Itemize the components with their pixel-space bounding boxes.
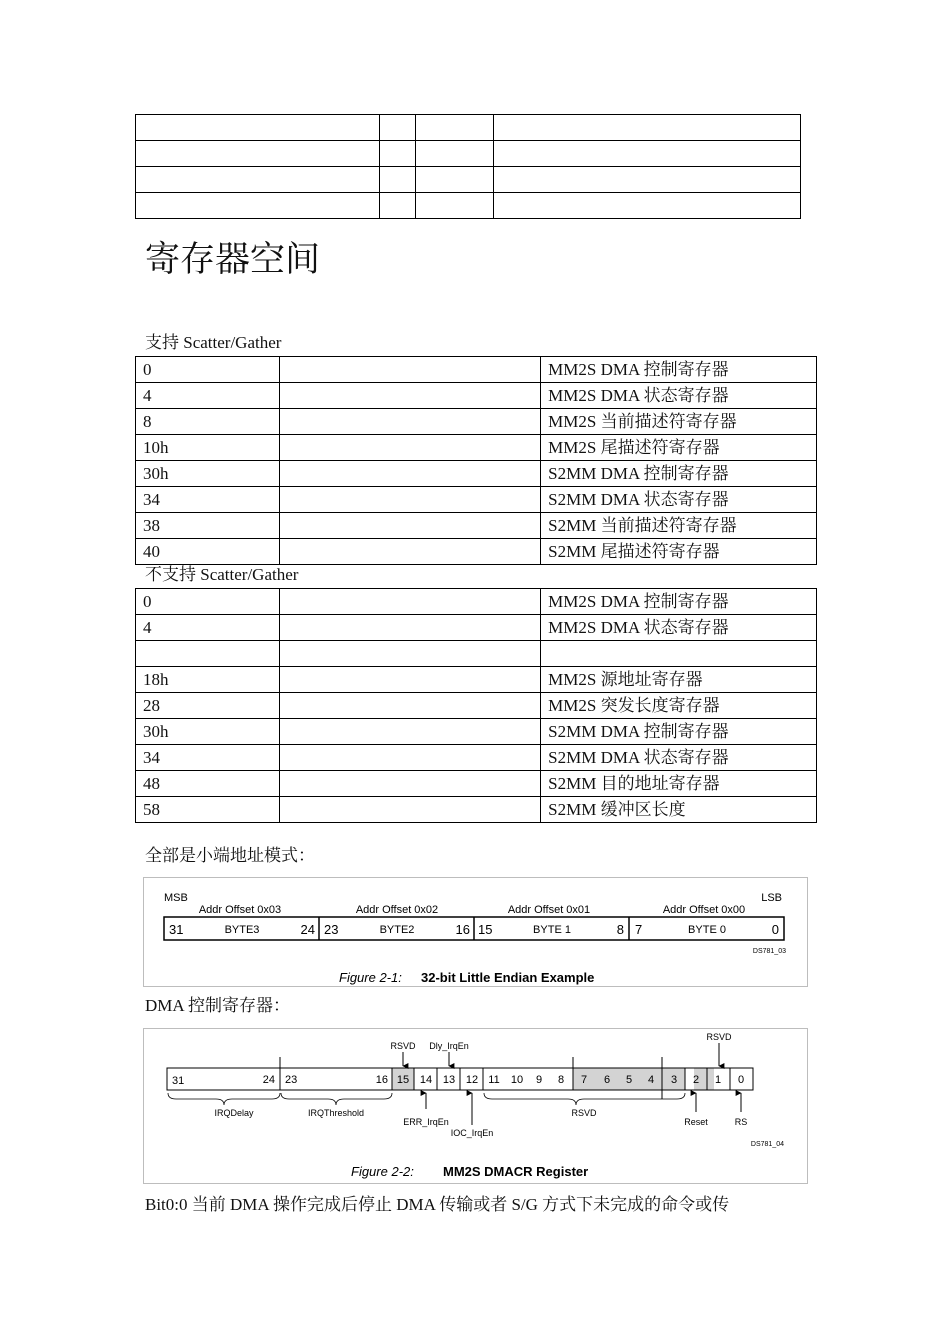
offset-cell: 8 bbox=[136, 409, 280, 435]
offset-cell: 30h bbox=[136, 461, 280, 487]
bit-number: 11 bbox=[488, 1074, 500, 1086]
empty-cell bbox=[279, 615, 540, 641]
table-row bbox=[136, 667, 817, 693]
offset-cell: 30h bbox=[136, 719, 280, 745]
empty-cell bbox=[279, 357, 540, 383]
table-row bbox=[136, 487, 817, 513]
bit-number: 12 bbox=[465, 1074, 479, 1086]
figure-code: DS781_04 bbox=[750, 1141, 784, 1148]
table-cell bbox=[379, 115, 415, 141]
field-brace bbox=[484, 1093, 685, 1105]
offset-cell: 4 bbox=[136, 383, 280, 409]
byte-name: BYTE2 bbox=[379, 924, 415, 936]
bit-number: 5 bbox=[625, 1074, 633, 1086]
bit-number: 16 bbox=[455, 922, 470, 937]
table-row bbox=[136, 693, 817, 719]
empty-cell bbox=[279, 589, 540, 615]
register-name-cell: MM2S 尾描述符寄存器 bbox=[541, 435, 817, 461]
register-name-cell: S2MM 目的地址寄存器 bbox=[541, 771, 817, 797]
figure-code: DS781_03 bbox=[752, 948, 786, 955]
section-heading: 寄存器空间 bbox=[145, 240, 321, 279]
table-row bbox=[136, 115, 801, 141]
bit-number: 15 bbox=[396, 1074, 410, 1086]
register-name-cell: S2MM DMA 控制寄存器 bbox=[541, 461, 817, 487]
table-row bbox=[136, 771, 817, 797]
empty-cell bbox=[279, 719, 540, 745]
offset-label: Addr Offset 0x00 bbox=[662, 904, 746, 916]
nosg-label: 不支持 Scatter/Gather bbox=[145, 565, 299, 584]
bit-number: 31 bbox=[172, 1075, 185, 1087]
table-cell bbox=[415, 115, 494, 141]
byte-name: BYTE3 bbox=[224, 924, 260, 936]
register-name-cell: MM2S DMA 状态寄存器 bbox=[541, 615, 817, 641]
register-name-cell: MM2S DMA 控制寄存器 bbox=[541, 589, 817, 615]
byte-name: BYTE 1 bbox=[533, 924, 571, 936]
table-row bbox=[136, 589, 817, 615]
lsb-label: LSB bbox=[761, 892, 782, 904]
bit-number: 1 bbox=[714, 1074, 722, 1086]
table-row bbox=[136, 383, 817, 409]
bit-number: 24 bbox=[300, 922, 315, 937]
register-name-cell: S2MM DMA 状态寄存器 bbox=[541, 487, 817, 513]
table-row bbox=[136, 435, 817, 461]
bit-number: 3 bbox=[670, 1074, 678, 1086]
bit-number: 6 bbox=[603, 1074, 611, 1086]
field-label: ERR_IrqEn bbox=[403, 1117, 449, 1127]
field-label: RSVD bbox=[706, 1032, 732, 1042]
offset-cell: 10h bbox=[136, 435, 280, 461]
msb-label: MSB bbox=[164, 892, 188, 904]
table-cell bbox=[379, 167, 415, 193]
table-row bbox=[136, 167, 801, 193]
table-row bbox=[136, 357, 817, 383]
table-row bbox=[136, 797, 817, 823]
bit-number: 0 bbox=[771, 922, 779, 937]
byte-name: BYTE 0 bbox=[688, 924, 726, 936]
offset-cell: 58 bbox=[136, 797, 280, 823]
bit-number: 0 bbox=[737, 1074, 745, 1086]
table-cell bbox=[379, 141, 415, 167]
field-label: RSVD bbox=[571, 1108, 597, 1118]
bit-number: 16 bbox=[375, 1074, 388, 1086]
empty-cell bbox=[279, 409, 540, 435]
field-label: IOC_IrqEn bbox=[450, 1128, 494, 1138]
table-row bbox=[136, 539, 817, 565]
table-row bbox=[136, 461, 817, 487]
offset-cell: 0 bbox=[136, 357, 280, 383]
empty-cell bbox=[279, 539, 540, 565]
empty-cell bbox=[279, 745, 540, 771]
register-name-cell: S2MM 缓冲区长度 bbox=[541, 797, 817, 823]
little-endian-figure bbox=[143, 877, 808, 987]
register-name-cell: MM2S DMA 控制寄存器 bbox=[541, 357, 817, 383]
bit-number: 31 bbox=[169, 922, 184, 937]
empty-cell bbox=[279, 693, 540, 719]
table-cell bbox=[415, 193, 494, 219]
table-cell bbox=[136, 193, 380, 219]
empty-cell bbox=[279, 797, 540, 823]
table-cell bbox=[136, 167, 380, 193]
offset-cell: 28 bbox=[136, 693, 280, 719]
dmacr-figure bbox=[143, 1028, 808, 1184]
register-name-cell: MM2S DMA 状态寄存器 bbox=[541, 383, 817, 409]
offset-cell: 0 bbox=[136, 589, 280, 615]
register-name-cell bbox=[541, 641, 817, 667]
bit-number: 4 bbox=[647, 1074, 655, 1086]
field-label: IRQDelay bbox=[214, 1108, 254, 1118]
table-cell bbox=[494, 167, 801, 193]
offset-cell: 4 bbox=[136, 615, 280, 641]
bit-number: 23 bbox=[285, 1074, 298, 1086]
table-cell bbox=[415, 167, 494, 193]
register-name-cell: S2MM 当前描述符寄存器 bbox=[541, 513, 817, 539]
table-cell bbox=[136, 141, 380, 167]
empty-cell bbox=[279, 487, 540, 513]
register-name-cell: S2MM DMA 状态寄存器 bbox=[541, 745, 817, 771]
offset-cell: 38 bbox=[136, 513, 280, 539]
dmacr-text: DMA 控制寄存器： bbox=[145, 996, 290, 1015]
table-cell bbox=[415, 141, 494, 167]
offset-label: Addr Offset 0x02 bbox=[355, 904, 439, 916]
sg-register-table bbox=[135, 356, 817, 565]
figure-caption-number: Figure 2-2: bbox=[351, 1164, 414, 1179]
bit-number: 2 bbox=[692, 1074, 700, 1086]
offset-label: Addr Offset 0x03 bbox=[198, 904, 282, 916]
endian-text: 全部是小端地址模式： bbox=[145, 846, 315, 865]
empty-cell bbox=[279, 667, 540, 693]
offset-cell: 40 bbox=[136, 539, 280, 565]
register-name-cell: S2MM 尾描述符寄存器 bbox=[541, 539, 817, 565]
bit-number: 7 bbox=[580, 1074, 588, 1086]
table-cell bbox=[494, 141, 801, 167]
nosg-register-table bbox=[135, 588, 817, 823]
table-row bbox=[136, 719, 817, 745]
register-name-cell: S2MM DMA 控制寄存器 bbox=[541, 719, 817, 745]
field-label: IRQThreshold bbox=[307, 1108, 365, 1118]
table-row bbox=[136, 745, 817, 771]
bit-number: 15 bbox=[478, 922, 493, 937]
table-row bbox=[136, 193, 801, 219]
table-row bbox=[136, 409, 817, 435]
field-brace bbox=[281, 1093, 392, 1105]
field-label: RS bbox=[734, 1117, 748, 1127]
table-row bbox=[136, 513, 817, 539]
bit-number: 14 bbox=[419, 1074, 433, 1086]
table-row bbox=[136, 141, 801, 167]
table-cell bbox=[494, 115, 801, 141]
empty-cell bbox=[279, 641, 540, 667]
dmacr-diagram bbox=[144, 1029, 807, 1183]
empty-cell bbox=[279, 513, 540, 539]
table-cell bbox=[136, 115, 380, 141]
register-name-cell: MM2S 源地址寄存器 bbox=[541, 667, 817, 693]
bit-number: 23 bbox=[324, 922, 339, 937]
field-label: Dly_IrqEn bbox=[429, 1041, 469, 1051]
little-endian-diagram bbox=[144, 878, 807, 986]
table-row bbox=[136, 641, 817, 667]
sg-label: 支持 Scatter/Gather bbox=[145, 333, 282, 352]
table-cell bbox=[379, 193, 415, 219]
register-name-cell: MM2S 突发长度寄存器 bbox=[541, 693, 817, 719]
figure-caption-title: 32-bit Little Endian Example bbox=[421, 970, 595, 985]
empty-cell bbox=[279, 435, 540, 461]
offset-cell: 34 bbox=[136, 487, 280, 513]
offset-cell: 18h bbox=[136, 667, 280, 693]
bit-number: 9 bbox=[535, 1074, 543, 1086]
table-cell bbox=[494, 193, 801, 219]
bit-number: 24 bbox=[262, 1074, 275, 1086]
field-brace bbox=[168, 1093, 280, 1105]
offset-cell: 48 bbox=[136, 771, 280, 797]
bit-number: 10 bbox=[510, 1074, 524, 1086]
field-label: Reset bbox=[684, 1117, 708, 1127]
figure-caption-number: Figure 2-1: bbox=[339, 970, 402, 985]
top-empty-table bbox=[135, 114, 801, 219]
offset-cell: 34 bbox=[136, 745, 280, 771]
field-label: RSVD bbox=[390, 1041, 416, 1051]
table-row bbox=[136, 615, 817, 641]
bit-number: 8 bbox=[557, 1074, 565, 1086]
bit0-description: Bit0:0 当前 DMA 操作完成后停止 DMA 传输或者 S/G 方式下未完成的命令或传 bbox=[145, 1195, 730, 1214]
empty-cell bbox=[279, 383, 540, 409]
offset-label: Addr Offset 0x01 bbox=[507, 904, 591, 916]
bit-number: 13 bbox=[442, 1074, 456, 1086]
empty-cell bbox=[279, 771, 540, 797]
register-name-cell: MM2S 当前描述符寄存器 bbox=[541, 409, 817, 435]
bit-number: 8 bbox=[616, 922, 624, 937]
offset-cell bbox=[136, 641, 280, 667]
empty-cell bbox=[279, 461, 540, 487]
figure-caption-title: MM2S DMACR Register bbox=[443, 1164, 589, 1179]
bit-number: 7 bbox=[635, 922, 643, 937]
